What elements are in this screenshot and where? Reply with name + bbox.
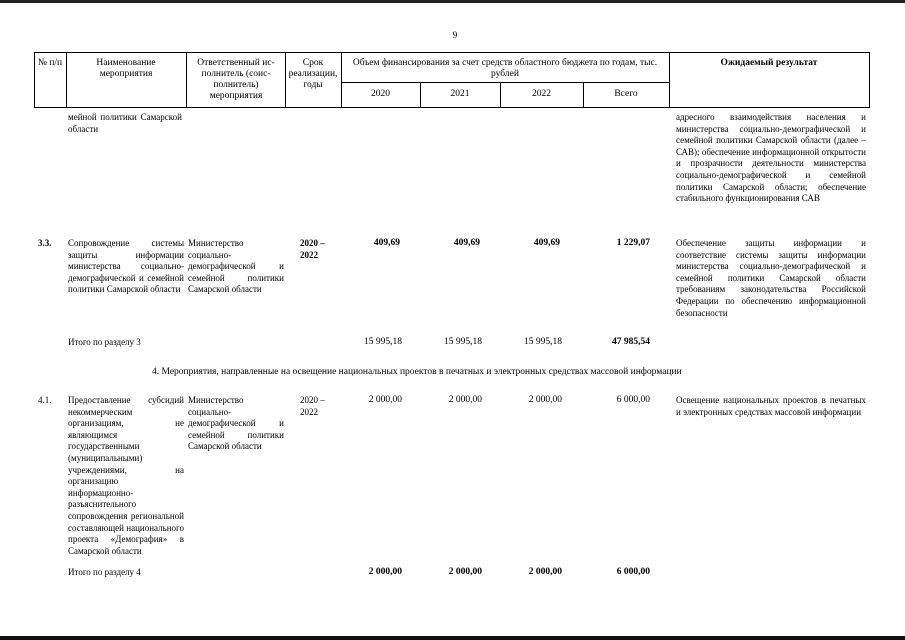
header-col-result: Ожидаемый результат [720,58,818,68]
row-number: 3.3. [38,238,52,248]
scan-top-edge [0,0,905,3]
header-col-responsible: Ответственный ис-полнитель (соис-полнитель) мероприятия [197,58,275,101]
continuation-name: мейной политики Самарской области [68,112,182,134]
header-year-2022: 2022 [532,89,551,99]
header-col-name: Наименование мероприятия [96,58,156,79]
row-responsible: Министерство социально-демографической и семейной политики Самарской области [188,395,284,452]
row-name: Предоставление субсидий некоммерческим организациям, не являющимся государственными (муниципальными) учреждениями, на организацию информационно-разъяснительного сопровождения региональной составляющей национального проекта «Демография» в Самарской области [68,395,184,556]
row-value-2020: 2 000,00 [368,395,402,405]
scan-bottom-edge [0,636,905,640]
row-value-2022: 409,69 [533,238,560,248]
subtotal-2020: 2 000,00 [368,567,402,577]
header-year-2021: 2021 [450,89,470,99]
row-term: 2020 – 2022 [300,238,325,260]
page-number: 9 [452,30,458,40]
row-value-2020: 409,69 [373,238,400,248]
header-total: Всего [614,89,638,99]
subtotal-2022: 15 995,18 [524,337,562,347]
header-year-2020: 2020 [371,89,390,99]
row-value-2021: 409,69 [453,238,480,248]
subtotal-2020: 15 995,18 [364,337,402,347]
subtotal-2021: 2 000,00 [448,567,482,577]
header-col-finance: Объем финансирования за счет средств областного бюджета по годам, тыс. рублей [352,58,658,79]
header-col-no: № п/п [37,58,63,68]
row-result: Обеспечение защиты информации и соответствие системы защиты информации министерства социально-демографической и семейной политики Самарской области требованиям законодательства Российской Федерации по обеспечению информационной безопасности [676,238,866,318]
header-col-term: Срок реализации, годы [288,58,338,90]
row-name: Сопровождение системы защиты информации министерства социально-демографической и семейной политики Самарской области [68,238,184,295]
row-value-total: 1 229,07 [616,238,650,248]
row-value-2021: 2 000,00 [448,395,482,405]
row-value-2022: 2 000,00 [528,395,562,405]
subtotal-total: 6 000,00 [616,567,650,577]
row-result: Освещение национальных проектов в печатных и электронных средствах массовой информации [676,395,866,417]
row-term: 2020 – 2022 [300,395,325,417]
row-number: 4.1. [38,395,52,405]
row-responsible: Министерство социально-демографической и семейной политики Самарской области [188,238,284,295]
subtotal-label: Итого по разделу 3 [68,337,141,347]
continuation-result: адресного взаимодействия населения и министерства социально-демографической и семейной политики Самарской области (далее – САВ); обеспечение информационной открытости и прозрачности деятельности министерства социально-демографической и семейной политики Самарской области; обеспечение стабильного функционирования САВ [676,112,866,204]
subtotal-total: 47 985,54 [612,337,650,347]
subtotal-2021: 15 995,18 [444,337,482,347]
subtotal-label: Итого по разделу 4 [68,567,141,577]
section-4-title: 4. Мероприятия, направленные на освещение национальных проектов в печатных и электронных средствах массовой информации [152,367,682,377]
row-value-total: 6 000,00 [616,395,650,405]
subtotal-2022: 2 000,00 [528,567,562,577]
